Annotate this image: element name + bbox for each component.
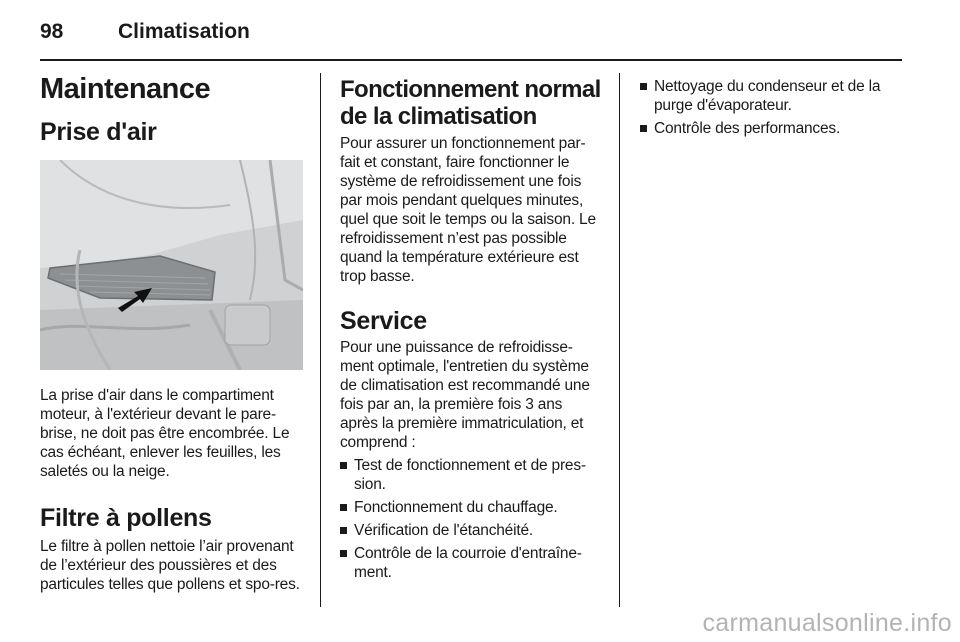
square-bullet-icon (340, 504, 347, 511)
list-item-text: Contrôle de la courroie d'entraîne-ment. (354, 545, 582, 581)
list-item (340, 521, 604, 540)
list-item (340, 456, 604, 494)
list-item-text: Nettoyage du condenseur et de la purge d'évaporateur. (654, 78, 881, 114)
section-title-maintenance: Maintenance (40, 73, 211, 105)
page-header (40, 18, 902, 58)
column-3 (640, 72, 904, 142)
list-item (640, 119, 904, 138)
page-number: 98 (40, 20, 64, 43)
air-intake-text: La prise d'air dans le compartiment moteur, à l'extérieur devant le pare-brise, ne doit pas être encombrée. Le cas échéant, enlever les feuilles, les saletés ou la neige. (40, 387, 290, 480)
heading-normal-operation: Fonctionnement normal de la climatisation (340, 76, 601, 130)
list-item (340, 544, 604, 582)
chapter-title: Climatisation (118, 20, 250, 43)
list-item (340, 498, 604, 517)
list-item-text: Vérification de l'étanchéité. (354, 522, 533, 539)
column-divider-1 (320, 73, 321, 607)
heading-service: Service (340, 307, 427, 335)
column-2 (340, 72, 604, 586)
heading-pollen-filter: Filtre à pollens (40, 504, 212, 532)
pollen-filter-text: Le filtre à pollen nettoie l’air provenant de l’extérieur des poussières et des particules telles que pollens et spo-res. (40, 538, 300, 593)
square-bullet-icon (340, 550, 347, 557)
square-bullet-icon (640, 125, 647, 132)
square-bullet-icon (340, 462, 347, 469)
header-divider (40, 59, 902, 61)
list-item-text: Fonctionnement du chauffage. (354, 499, 558, 516)
service-list (340, 456, 604, 582)
service-list-continued (640, 77, 904, 138)
column-1 (40, 72, 304, 594)
engine-air-intake-photo (40, 160, 303, 370)
service-text: Pour une puissance de refroidisse-ment optimale, l'entretien du système de climatisation est recommandé une fois par an, la première fois 3 ans après la première immatriculation, et comprend : (340, 339, 590, 451)
square-bullet-icon (640, 83, 647, 90)
list-item-text: Contrôle des performances. (654, 120, 841, 137)
square-bullet-icon (340, 527, 347, 534)
heading-air-intake: Prise d'air (40, 118, 157, 146)
list-item (640, 77, 904, 115)
column-divider-2 (619, 73, 620, 607)
normal-operation-text: Pour assurer un fonctionnement par-fait et constant, faire fonctionner le système de refroidissement une fois par mois pendant quelques minutes, quel que soit le temps ou la saison. Le refroidissement n’est pas possible quand la température extérieure est trop basse. (340, 135, 596, 285)
list-item-text: Test de fonctionnement et de pres-sion. (354, 457, 586, 493)
watermark: carmanualsonline.info (702, 609, 952, 637)
